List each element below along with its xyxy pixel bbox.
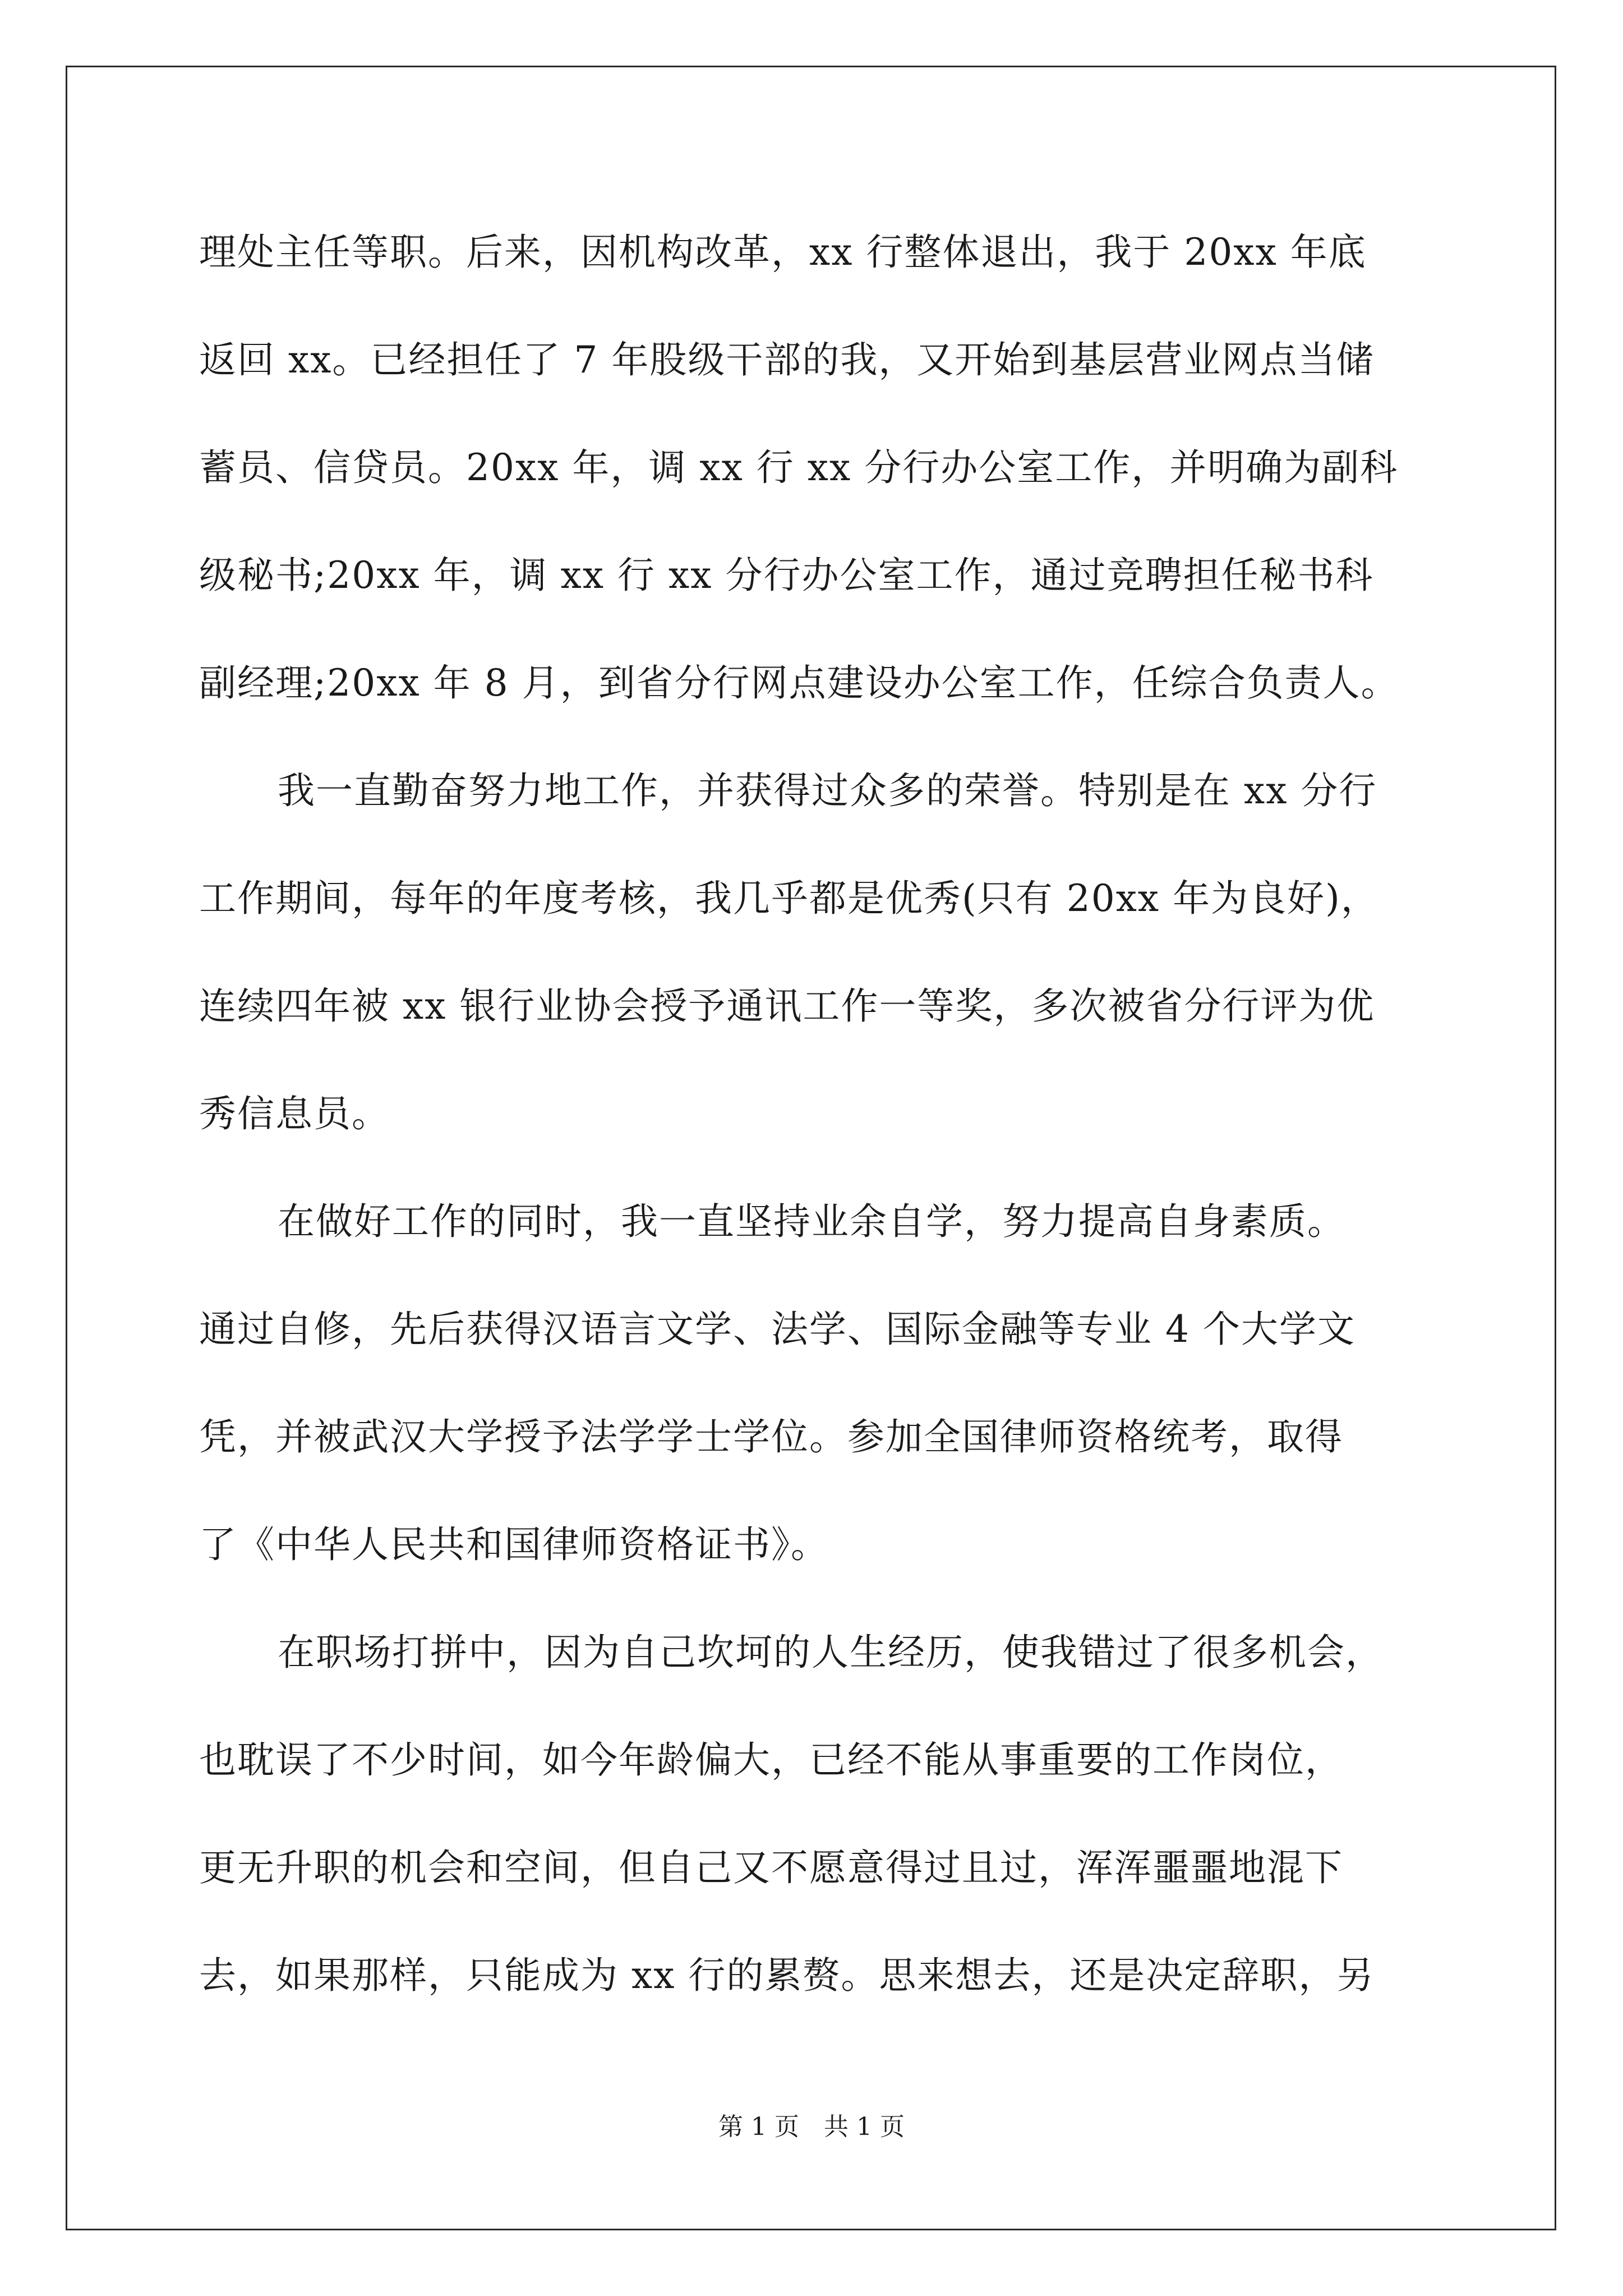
paragraph-first-line: 我一直勤奋努力地工作，并获得过众多的荣誉。特别是在 xx 分行 xyxy=(278,769,1377,812)
paragraph-first-line: 在做好工作的同时，我一直坚持业余自学，努力提高自身素质。 xyxy=(278,1200,1345,1243)
text-line: 副经理;20xx 年 8 月，到省分行网点建设办公室工作，任综合负责人。 xyxy=(199,661,1399,705)
text-line: 级秘书;20xx 年，调 xx 行 xx 分行办公室工作，通过竞聘担任秘书科 xyxy=(199,554,1374,597)
text-line: 凭，并被武汉大学授予法学学士学位。参加全国律师资格统考，取得 xyxy=(199,1415,1343,1458)
text-line: 蓄员、信贷员。20xx 年，调 xx 行 xx 分行办公室工作，并明确为副科 xyxy=(199,446,1399,489)
text-line: 工作期间，每年的年度考核，我几乎都是优秀(只有 20xx 年为良好)， xyxy=(199,877,1379,920)
text-line: 也耽误了不少时间，如今年龄偏大，已经不能从事重要的工作岗位， xyxy=(199,1738,1343,1782)
text-line: 返回 xx。已经担任了 7 年股级干部的我，又开始到基层营业网点当储 xyxy=(199,338,1375,381)
paragraph-first-line: 在职场打拼中，因为自己坎坷的人生经历，使我错过了很多机会， xyxy=(278,1631,1384,1674)
text-line: 更无升职的机会和空间，但自己又不愿意得过且过，浑浑噩噩地混下 xyxy=(199,1846,1343,1889)
text-line: 通过自修，先后获得汉语言文学、法学、国际金融等专业 4 个大学文 xyxy=(199,1308,1355,1351)
text-line: 秀信息员。 xyxy=(199,1092,390,1135)
page-footer: 第 1 页 共 1 页 xyxy=(718,2113,905,2141)
text-line: 了《中华人民共和国律师资格证书》。 xyxy=(199,1523,829,1566)
text-line: 连续四年被 xx 银行业协会授予通讯工作一等奖，多次被省分行评为优 xyxy=(199,984,1375,1028)
text-line: 理处主任等职。后来，因机构改革，xx 行整体退出，我于 20xx 年底 xyxy=(199,231,1367,274)
text-line: 去，如果那样，只能成为 xx 行的累赘。思来想去，还是决定辞职，另 xyxy=(199,1954,1375,1997)
document-body xyxy=(199,219,1427,2050)
